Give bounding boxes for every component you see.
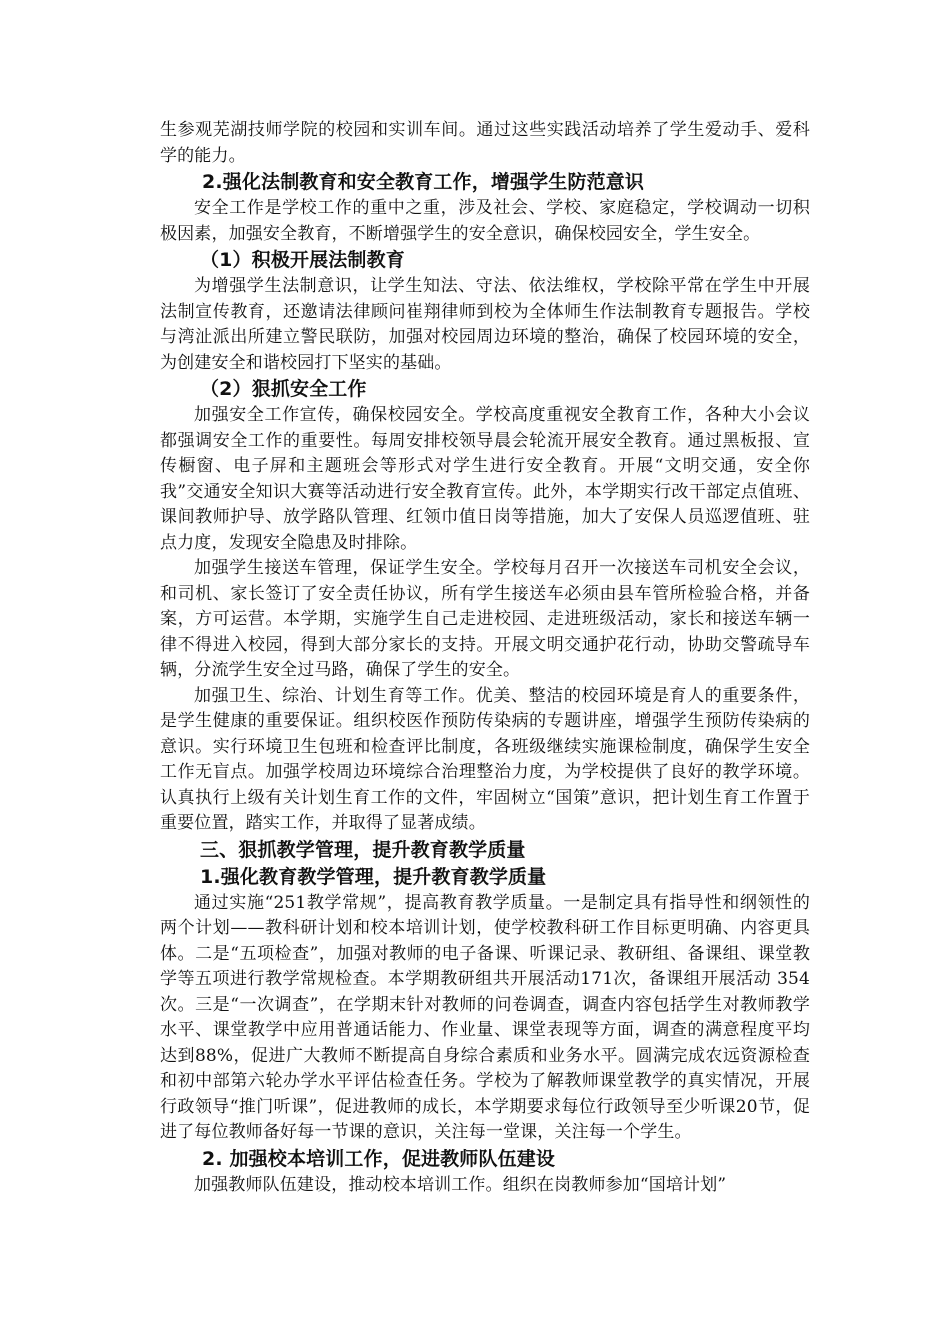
paragraph-health-environment: 加强卫生、综治、计划生育等工作。优美、整洁的校园环境是育人的重要条件，是学生健康的重要保证。组织校医作预防传染病的专题讲座，增强学生预防传染病的意识。实行环境卫生包班和检查评比制度，各班级继续实施课检制度，确保学生安全工作无盲点。加强学校周边环境综合治理整治力度，为学校提供了良好的教学环境。认真执行上级有关计划生育工作的文件，牢固树立“国策”意识，把计划生育工作置于重要位置，踏实工作，并取得了显著成绩。 bbox=[160, 685, 810, 833]
paragraph-intro: 生参观芜湖技师学院的校园和实训车间。通过这些实践活动培养了学生爱动手、爱科学的能力。 bbox=[160, 120, 810, 166]
paragraph-teaching-routine: 通过实施“251教学常规”，提高教育教学质量。一是制定具有指导性和纲领性的两个计划——教科研计划和校本培训计划，使学校教科研工作目标更明确、内容更具体。二是“五项检查”，加强对教师的电子备课、听课记录、教研组、备课组、课堂教学等五项进行教学常规检查。本学期教研组共开展活动171次，备课组开展活动 354次。三是“一次调查”，在学期末针对教师的问卷调查，调查内容包括学生对教师教学水平、课堂教学中应用普通话能力、作业量、课堂表现等方面，调查的满意程度平均达到88%，促进广大教师不断提高自身综合素质和业务水平。圆满完成农远资源检查和初中部第六轮办学水平评估检查任务。学校为了解教师课堂教学的真实情况，开展行政领导“推门听课”，促进教师的成长，本学期要求每位行政领导至少听课20节，促进了每位教师备好每一节课的意识，关注每一堂课，关注每一个学生。 bbox=[160, 892, 810, 1142]
paragraph-legal-education: 为增强学生法制意识，让学生知法、守法、依法维权，学校除平常在学生中开展法制宣传教育，还邀请法律顾问崔翔律师到校为全体师生作法制教育专题报告。学校与湾沚派出所建立警民联防，加强对校园周边环境的整治，确保了校园环境的安全，为创建安全和谐校园打下坚实的基础。 bbox=[160, 276, 810, 373]
subheading-teaching-quality: 1.强化教育教学管理，提升教育教学质量 bbox=[200, 865, 547, 888]
paragraph-safety-overview: 安全工作是学校工作的重中之重，涉及社会、学校、家庭稳定，学校调动一切积极因素，加强安全教育，不断增强学生的安全意识，确保校园安全，学生安全。 bbox=[160, 198, 810, 244]
subheading-safety-work: （2）狠抓安全工作 bbox=[200, 378, 367, 400]
paragraph-safety-publicity: 加强安全工作宣传，确保校园安全。学校高度重视安全教育工作，各种大小会议都强调安全工作的重要性。每周安排校领导晨会轮流开展安全教育。通过黑板报、宣传橱窗、电子屏和主题班会等形式对学生进行安全教育。开展“文明交通，安全你我”交通安全知识大赛等活动进行安全教育宣传。此外，本学期实行改干部定点值班、课间教师护导、放学路队管理、红领巾值日岗等措施，加大了安保人员巡逻值班、驻点力度，发现安全隐患及时排除。 bbox=[160, 405, 810, 553]
subheading-school-training: 2. 加强校本培训工作，促进教师队伍建设 bbox=[202, 1147, 556, 1170]
paragraph-teacher-training: 加强教师队伍建设，推动校本培训工作。组织在岗教师参加“国培计划” bbox=[194, 1174, 727, 1195]
section-heading-legal-safety: 2.强化法制教育和安全教育工作，增强学生防范意识 bbox=[202, 171, 645, 193]
paragraph-shuttle-bus: 加强学生接送车管理，保证学生安全。学校每月召开一次接送车司机安全会议，和司机、家长签订了安全责任协议，所有学生接送车必须由县车管所检验合格，并备案，方可运营。本学期，实施学生自己走进校园、走进班级活动，家长和接送车辆一律不得进入校园，得到大部分家长的支持。开展文明交通护花行动，协助交警疏导车辆，分流学生安全过马路，确保了学生的安全。 bbox=[160, 558, 810, 680]
subheading-legal-education: （1）积极开展法制教育 bbox=[200, 249, 405, 271]
section-heading-teaching-management: 三、狠抓教学管理，提升教育教学质量 bbox=[200, 838, 526, 861]
document-page bbox=[160, 118, 810, 1198]
